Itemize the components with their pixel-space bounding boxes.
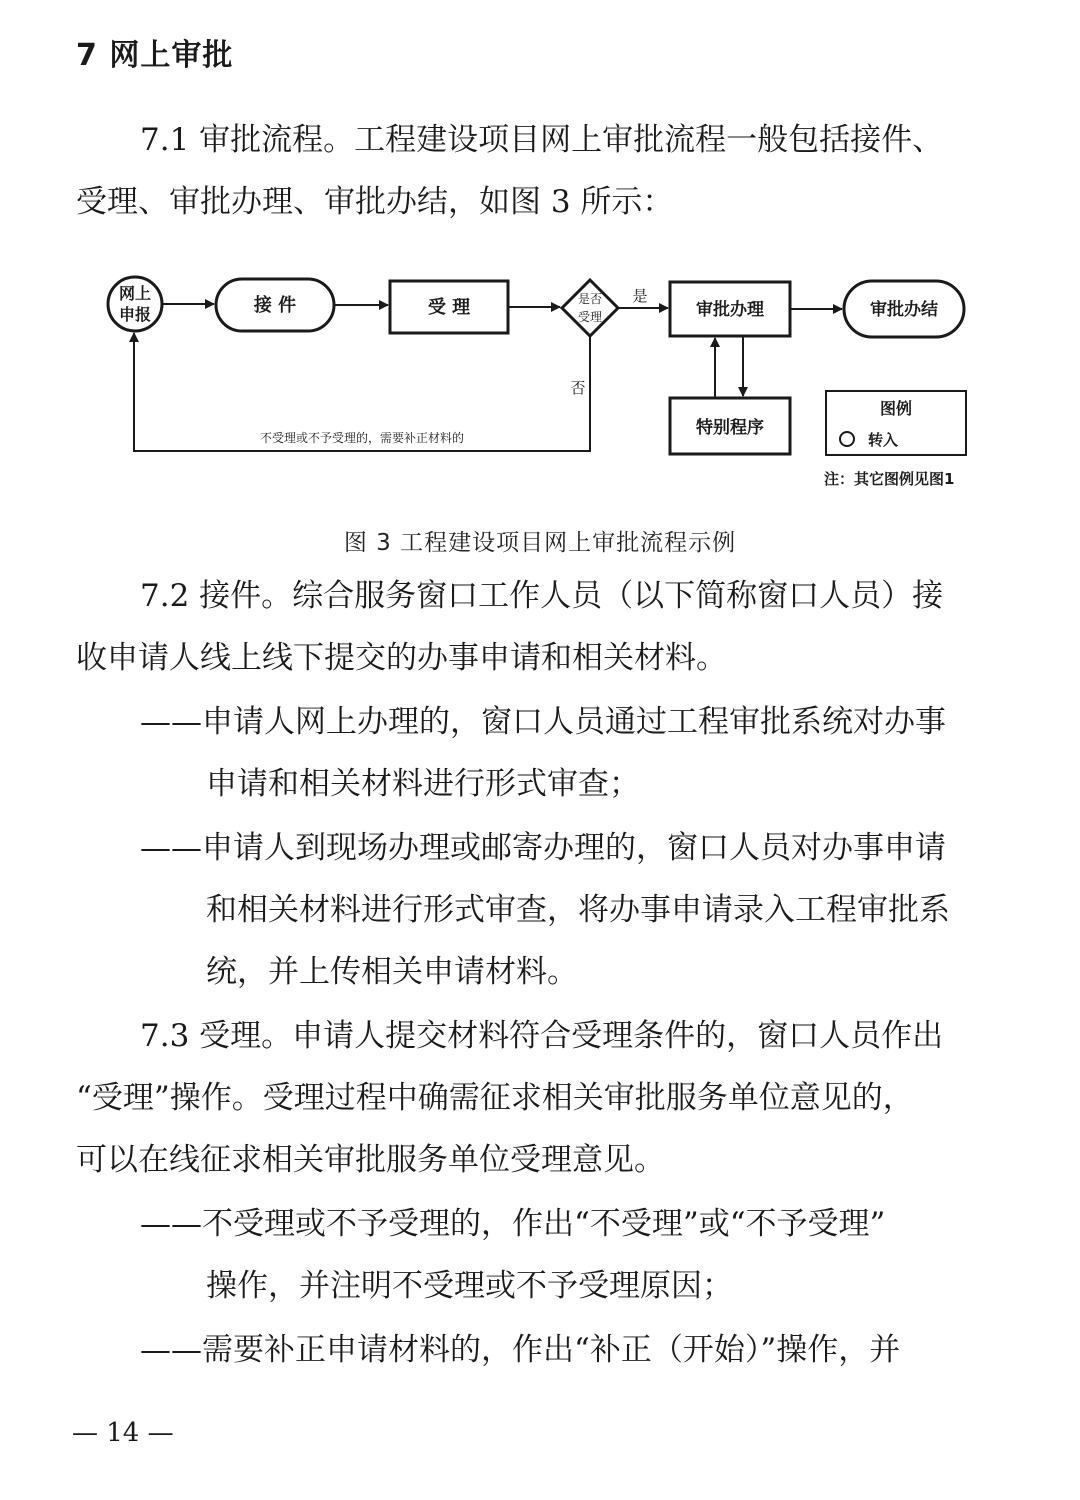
bullet-1-line-1: ——申请人网上办理的，窗口人员通过工程审批系统对办事 — [140, 704, 946, 740]
para-7-2-line-2: 收申请人线上线下提交的办事申请和相关材料。 — [76, 640, 727, 676]
section-heading: 7 网上审批 — [76, 38, 234, 73]
para-7-3-line-3: 可以在线征求相关审批服务单位受理意见。 — [76, 1142, 665, 1178]
bullet-1-line-2: 申请和相关材料进行形式审查； — [206, 766, 640, 802]
bullet-4-line-1: ——需要补正申请材料的，作出“补正（开始）”操作，并 — [140, 1332, 901, 1368]
para-7-1-line-2: 受理、审批办理、审批办结，如图 3 所示： — [76, 184, 674, 220]
node-banli-label: 审批办理 — [696, 300, 764, 320]
start-node-label-2: 申报 — [118, 305, 152, 324]
bullet-2-line-2: 和相关材料进行形式审查，将办事申请录入工程审批系 — [206, 892, 950, 928]
label-no: 否 — [570, 379, 586, 397]
para-7-2-line-1: 7.2 接件。综合服务窗口工作人员（以下简称窗口人员）接 — [140, 578, 944, 614]
page-number: — 14 — — [72, 1418, 174, 1448]
legend-title: 图例 — [879, 399, 913, 418]
para-7-3-line-1: 7.3 受理。申请人提交材料符合受理条件的，窗口人员作出 — [140, 1018, 944, 1054]
legend-circle-icon — [840, 432, 854, 446]
figure-note: 注：其它图例见图1 — [824, 470, 955, 488]
start-node-label-1: 网上 — [118, 284, 152, 303]
node-shouli-label: 受 理 — [427, 297, 471, 318]
bullet-2-line-1: ——申请人到现场办理或邮寄办理的，窗口人员对办事申请 — [140, 830, 946, 866]
decision-label-2: 受理 — [577, 310, 603, 324]
bullet-2-line-3: 统，并上传相关申请材料。 — [206, 954, 578, 990]
bullet-3-line-1: ——不受理或不予受理的，作出“不受理”或“不予受理” — [140, 1206, 886, 1242]
bullet-3-line-2: 操作，并注明不受理或不予受理原因； — [206, 1268, 733, 1304]
decision-node — [562, 280, 618, 336]
return-path-label: 不受理或不予受理的，需要补正材料的 — [259, 431, 465, 445]
legend-item-label: 转入 — [868, 431, 899, 449]
figure-caption: 图 3 工程建设项目网上审批流程示例 — [343, 530, 737, 556]
para-7-1-line-1: 7.1 审批流程。工程建设项目网上审批流程一般包括接件、 — [140, 122, 944, 158]
para-7-3-line-2: “受理”操作。受理过程中确需征求相关审批服务单位意见的， — [76, 1080, 914, 1116]
node-banjie-label: 审批办结 — [870, 300, 938, 320]
label-yes: 是 — [632, 287, 648, 305]
node-jiejian-label: 接 件 — [253, 295, 297, 316]
decision-label-1: 是否 — [577, 292, 603, 306]
node-special-label: 特别程序 — [696, 418, 764, 438]
